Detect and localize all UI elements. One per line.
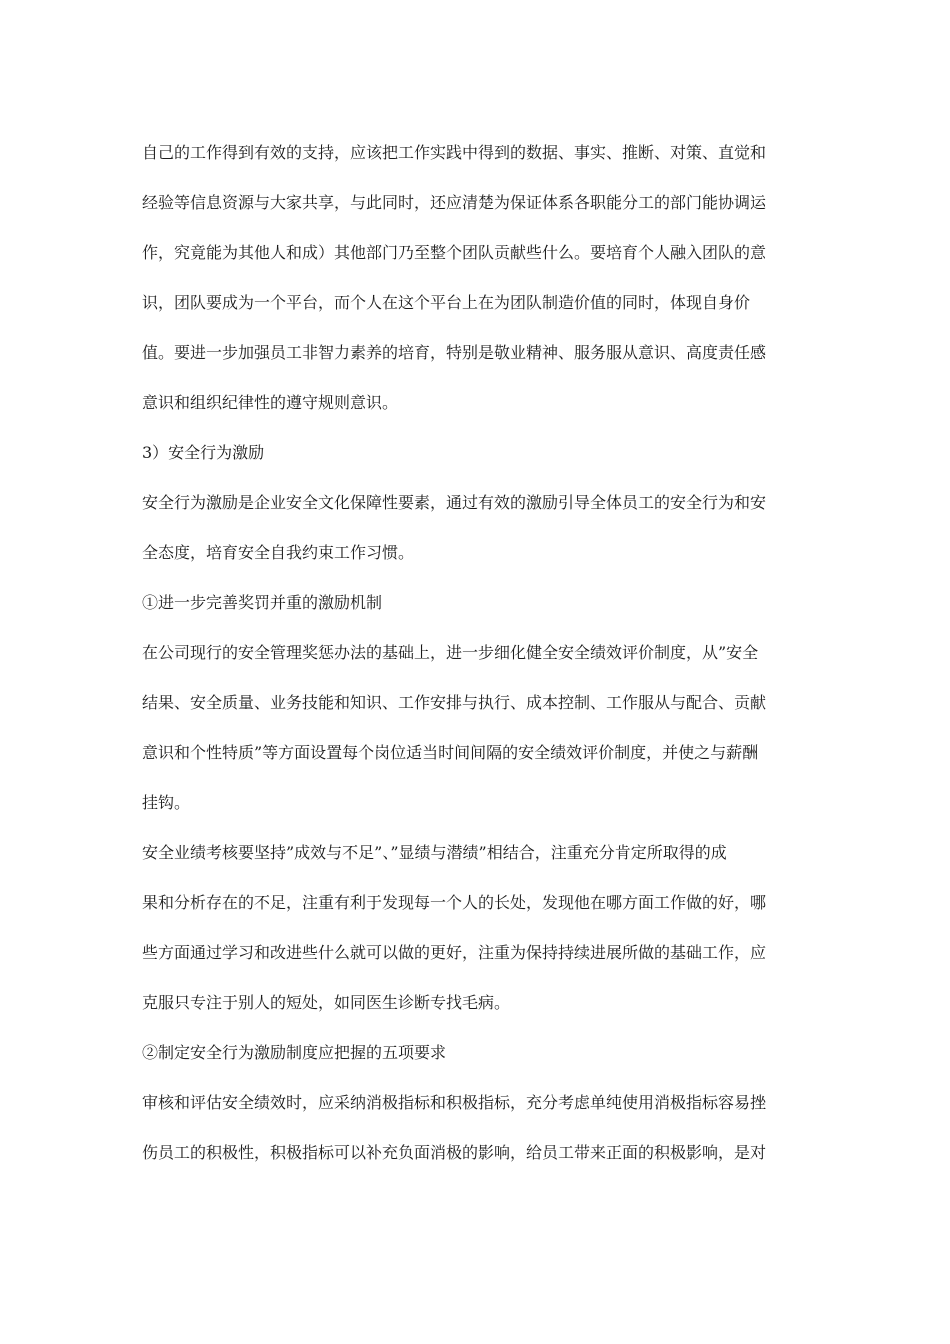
paragraph-line: 克服只专注于别人的短处，如同医生诊断专找毛病。 xyxy=(142,993,511,1012)
paragraph-line: 安全业绩考核要坚持”成效与不足”、”显绩与潜绩”相结合，注重充分肯定所取得的成 xyxy=(142,843,727,862)
paragraph-line: 经验等信息资源与大家共享，与此同时，还应清楚为保证体系各职能分工的部门能协调运 xyxy=(142,193,767,212)
paragraph-line: 在公司现行的安全管理奖惩办法的基础上，进一步细化健全安全绩效评价制度，从”安全 xyxy=(142,643,759,662)
paragraph-line: 果和分析存在的不足，注重有利于发现每一个人的长处，发现他在哪方面工作做的好，哪 xyxy=(142,893,767,912)
paragraph-line: 挂钩。 xyxy=(142,793,191,812)
paragraph-line: 值。要进一步加强员工非智力素养的培育，特别是敬业精神、服务服从意识、高度责任感 xyxy=(142,343,767,362)
paragraph-line: 结果、安全质量、业务技能和知识、工作安排与执行、成本控制、工作服从与配合、贡献 xyxy=(142,693,767,712)
paragraph-line: 审核和评估安全绩效时，应采纳消极指标和积极指标，充分考虑单纯使用消极指标容易挫 xyxy=(142,1093,767,1112)
paragraph-line: 识，团队要成为一个平台，而个人在这个平台上在为团队制造价值的同时，体现自身价 xyxy=(142,293,751,312)
paragraph-line: 意识和组织纪律性的遵守规则意识。 xyxy=(142,393,399,412)
paragraph-line: 全态度，培育安全自我约束工作习惯。 xyxy=(142,543,415,562)
paragraph-line: 作，究竟能为其他人和成）其他部门乃至整个团队贡献些什么。要培育个人融入团队的意 xyxy=(142,243,767,262)
subsection-heading: ②制定安全行为激励制度应把握的五项要求 xyxy=(142,1043,447,1062)
paragraph-line: 安全行为激励是企业安全文化保障性要素，通过有效的激励引导全体员工的安全行为和安 xyxy=(142,493,767,512)
paragraph-line: 自己的工作得到有效的支持，应该把工作实践中得到的数据、事实、推断、对策、直觉和 xyxy=(142,143,767,162)
subsection-heading: ①进一步完善奖罚并重的激励机制 xyxy=(142,593,383,612)
paragraph-line: 些方面通过学习和改进些什么就可以做的更好，注重为保持持续进展所做的基础工作，应 xyxy=(142,943,767,962)
paragraph-line: 意识和个性特质”等方面设置每个岗位适当时间间隔的安全绩效评价制度，并使之与薪酬 xyxy=(142,743,759,762)
section-heading: 3）安全行为激励 xyxy=(142,443,265,462)
paragraph-line: 伤员工的积极性，积极指标可以补充负面消极的影响，给员工带来正面的积极影响，是对 xyxy=(142,1143,767,1162)
